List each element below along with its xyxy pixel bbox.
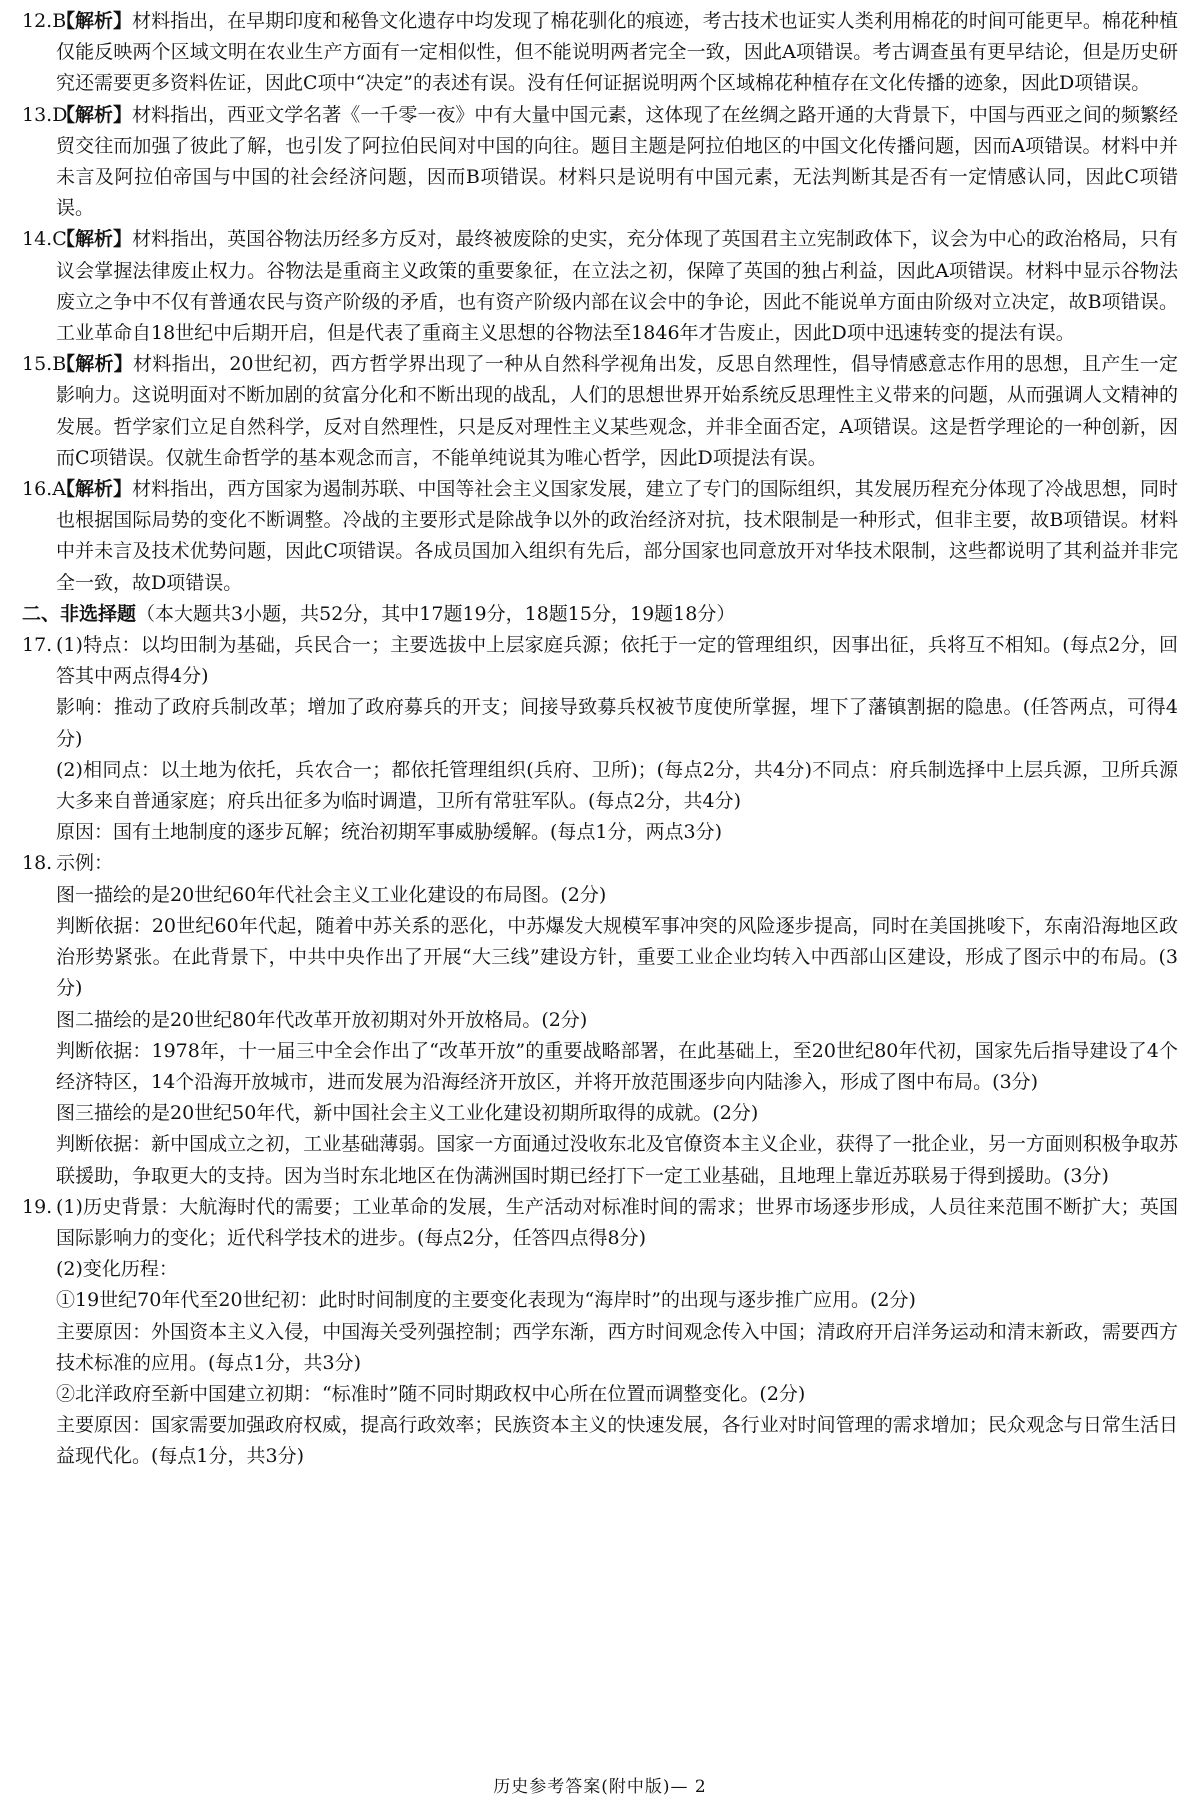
analysis-body: 材料指出，英国谷物法历经多方反对，最终被废除的史实，充分体现了英国君主立宪制政体下，议会为中心的政治格局，只有议会掌握法律废止权力。谷物法是重商主义政策的重要象征，在立法之初，保障了英国的独占利益，因此A项错误。材料中显示谷物法废立之争中不仅有普通农民与资产阶级的矛盾，也有资产阶级内部在议会中的争论，因此不能说单方面由阶级对立决定，故B项错误。工业革命自18世纪中后期开启，但是代表了重商主义思想的谷物法至1846年才告废止，因此D项中迅速转变的提法有误。 [56, 228, 1178, 345]
question-number: 14.C [22, 228, 67, 251]
question-number: 16.A [22, 478, 66, 501]
analysis-body: 材料指出，在早期印度和秘鲁文化遗存中均发现了棉花驯化的痕迹，考古技术也证实人类利用棉花的时间可能更早。棉花种植仅能反映两个区域文明在农业生产方面有一定相似性，但不能说明两者完全一致，因此A项错误。考古调查虽有更早结论，但是历史研究还需要更多资料佐证，因此C项中“决定”的表述有误。没有任何证据说明两个区域棉花种植存在文化传播的迹象，因此D项错误。 [56, 10, 1178, 95]
answer-text [56, 474, 1178, 599]
answer-18 [22, 848, 1178, 1191]
analysis-tag: 【解析】 [56, 228, 133, 251]
analysis-tag: 【解析】 [56, 478, 133, 501]
answer-line: 影响：推动了政府兵制改革；增加了政府募兵的开支；间接导致募兵权被节度使所掌握，埋下了藩镇割据的隐患。(任答两点，可得4分) [56, 696, 1178, 750]
analysis-tag: 【解析】 [56, 10, 133, 32]
answer-13 [22, 100, 1178, 225]
analysis-tag: 【解析】 [56, 103, 133, 126]
answer-line: 主要原因：国家需要加强政府权威，提高行政效率；民族资本主义的快速发展，各行业对时间管理的需求增加；民众观念与日常生活日益现代化。(每点1分，共3分) [56, 1414, 1178, 1468]
question-number: 12.B [22, 10, 67, 32]
answer-line: (1)历史背景：大航海时代的需要；工业革命的发展，生产活动对标准时间的需求；世界市场逐步形成，人员往来范围不断扩大；英国国际影响力的变化；近代科学技术的进步。(每点2分，任答四点得8分) [56, 1195, 1178, 1249]
answer-line: 判断依据：1978年，十一届三中全会作出了“改革开放”的重要战略部署，在此基础上，至20世纪80年代初，国家先后指导建设了4个经济特区，14个沿海开放城市，进而发展为沿海经济开放区，并将开放范围逐步向内陆渗入，形成了图中布局。(3分) [56, 1039, 1178, 1093]
answer-line: 图三描绘的是20世纪50年代，新中国社会主义工业化建设初期所取得的成就。(2分) [56, 1102, 759, 1125]
answer-line: 判断依据：20世纪60年代起，随着中苏关系的恶化，中苏爆发大规模军事冲突的风险逐步提高，同时在美国挑唆下，东南沿海地区政治形势紧张。在此背景下，中共中央作出了开展“大三线”建设方针，重要工业企业均转入中西部山区建设，形成了图示中的布局。(3分) [56, 914, 1178, 1000]
section-note: （本大题共3小题，共52分，其中17题19分，18题15分，19题18分） [136, 602, 736, 625]
question-number: 13.D [22, 103, 68, 126]
analysis-body: 材料指出，20世纪初，西方哲学界出现了一种从自然科学视角出发，反思自然理性，倡导情感意志作用的思想，且产生一定影响力。这说明面对不断加剧的贫富分化和不断出现的战乱，人们的思想世界开始系统反思理性主义带来的问题，从而强调人文精神的发展。哲学家们立足自然科学，反对自然理性，只是反对理性主义某些观念，并非全面否定，A项错误。这是哲学理论的一种创新，因而C项错误。仅就生命哲学的基本观念而言，不能单纯说其为唯心哲学，因此D项提法有误。 [56, 353, 1178, 469]
question-number: 18. [22, 852, 53, 875]
answer-text [56, 100, 1178, 225]
analysis-tag: 【解析】 [56, 353, 134, 376]
answer-line: 图二描绘的是20世纪80年代改革开放初期对外开放格局。(2分) [56, 1008, 588, 1031]
answer-14 [22, 224, 1178, 349]
question-number: 19. [22, 1195, 53, 1218]
question-number: 17. [22, 634, 53, 657]
answer-15 [22, 349, 1178, 474]
analysis-body: 材料指出，西方国家为遏制苏联、中国等社会主义国家发展，建立了专门的国际组织，其发展历程充分体现了冷战思想，同时也根据国际局势的变化不断调整。冷战的主要形式是除战争以外的政治经济对抗，技术限制是一种形式，但非主要，故B项错误。材料中并未言及技术优势问题，因此C项错误。各成员国加入组织有先后，部分国家也同意放开对华技术限制，这些都说明了其利益并非完全一致，故D项错误。 [56, 478, 1178, 594]
answer-line: (1)特点：以均田制为基础，兵民合一；主要选拔中上层家庭兵源；依托于一定的管理组织，因事出征，兵将互不相知。(每点2分，回答其中两点得4分) [56, 634, 1178, 688]
answer-19 [22, 1192, 1178, 1473]
page-footer: 历史参考答案(附中版)— 2 [493, 1777, 707, 1797]
answer-16 [22, 474, 1178, 599]
answer-line: 原因：国有土地制度的逐步瓦解；统治初期军事威胁缓解。(每点1分，两点3分) [56, 821, 723, 844]
answer-line: ②北洋政府至新中国建立初期：“标准时”随不同时期政权中心所在位置而调整变化。(2分) [56, 1382, 806, 1405]
section-title: 二、非选择题 [22, 602, 137, 625]
answer-text [56, 349, 1178, 474]
answer-line: (2)相同点：以土地为依托，兵农合一；都依托管理组织(兵府、卫所)；(每点2分，共4分)不同点：府兵制选择中上层兵源，卫所兵源大多来自普通家庭；府兵出征多为临时调遣，卫所有常驻军队。(每点2分，共4分) [56, 758, 1178, 813]
answer-line: 判断依据：新中国成立之初，工业基础薄弱。国家一方面通过没收东北及官僚资本主义企业，获得了一批企业，另一方面则积极争取苏联援助，争取更大的支持。因为当时东北地区在伪满洲国时期已经打下一定工业基础，且地理上靠近苏联易于得到援助。(3分) [56, 1133, 1178, 1187]
section-heading [22, 599, 1178, 630]
answer-12 [22, 6, 1178, 100]
answer-17 [22, 630, 1178, 848]
answer-text [56, 6, 1178, 100]
analysis-body: 材料指出，西亚文学名著《一千零一夜》中有大量中国元素，这体现了在丝绸之路开通的大背景下，中国与西亚之间的频繁经贸交往而加强了彼此了解，也引发了阿拉伯民间对中国的向往。题目主题是阿拉伯地区的中国文化传播问题，因而A项错误。材料中并未言及阿拉伯帝国与中国的社会经济问题，因而B项错误。材料只是说明有中国元素，无法判断其是否有一定情感认同，因此C项错误。 [56, 103, 1178, 220]
answer-line: ①19世纪70年代至20世纪初：此时时间制度的主要变化表现为“海岸时”的出现与逐步推广应用。(2分) [56, 1289, 916, 1312]
answer-text [56, 224, 1178, 349]
answer-line: 主要原因：外国资本主义入侵，中国海关受列强控制；西学东渐，西方时间观念传入中国；清政府开启洋务运动和清末新政，需要西方技术标准的应用。(每点1分，共3分) [56, 1320, 1178, 1374]
answer-line: 示例： [56, 852, 114, 875]
question-number: 15.B [22, 353, 67, 376]
answer-line: 图一描绘的是20世纪60年代社会主义工业化建设的布局图。(2分) [56, 883, 607, 906]
answer-line: (2)变化历程： [56, 1258, 178, 1281]
